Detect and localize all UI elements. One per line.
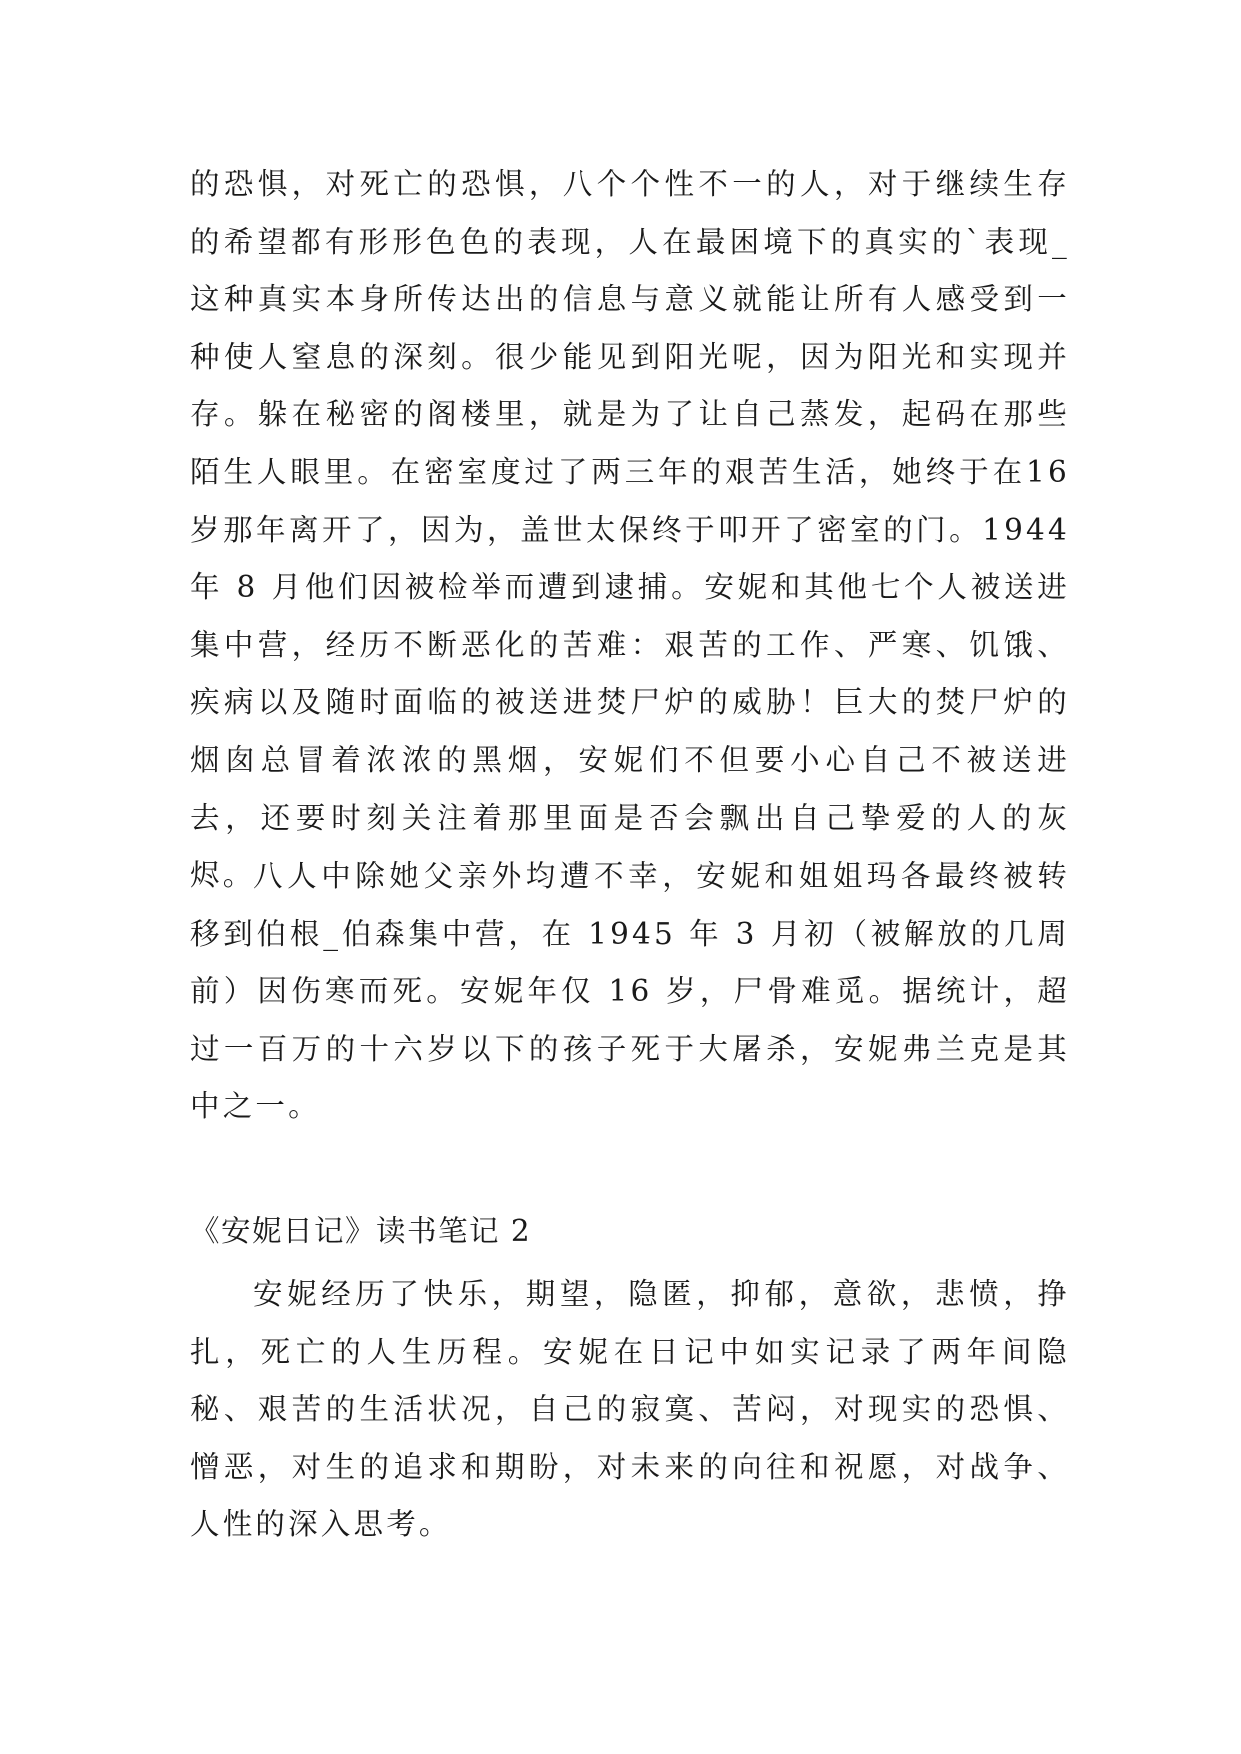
section-title: 《安妮日记》读书笔记 2 (190, 1214, 532, 1248)
section-paragraph-1: 安妮经历了快乐，期望，隐匿，抑郁，意欲，悲愤，挣扎，死亡的人生历程。安妮在日记中如实记录了两年间隐秘、艰苦的生活状况，自己的寂寞、苦闷，对现实的恐惧、憎恶，对生的追求和期盼，对未来的向往和祝愿，对战争、人性的深入思考。 (190, 1277, 1070, 1542)
body-paragraph-2: 八人中除她父亲外均遭不幸，安妮和姐姐玛各最终被转移到伯根_伯森集中营，在 1945 年 3 月初（被解放的几周前）因伤寒而死。安妮年仅 16 岁，尸骨难觅。据统计，超过一百万的十六岁以下的孩子死于大屠杀，安妮弗兰克是其中之一。 (190, 859, 1070, 1124)
body-paragraph-1: 的恐惧，对死亡的恐惧，八个个性不一的人，对于继续生存的希望都有形形色色的表现，人在最困境下的真实的`表现_这种真实本身所传达出的信息与意义就能让所有人感受到一种使人窒息的深刻。很少能见到阳光呢，因为阳光和实现并存。躲在秘密的阁楼里，就是为了让自己蒸发，起码在那些陌生人眼里。在密室度过了两三年的艰苦生活，她终于在16 岁那年离开了，因为，盖世太保终于叩开了密室的门。1944 年 8 月他们因被检举而遭到逮捕。安妮和其他七个人被送进集中营，经历不断恶化的苦难：艰苦的工作、严寒、饥饿、疾病以及随时面临的被送进焚尸炉的威胁！巨大的焚尸炉的烟囱总冒着浓浓的黑烟，安妮们不但要小心自己不被送进去，还要时刻关注着那里面是否会飘出自己挚爱的人的灰烬。 (190, 167, 1070, 893)
